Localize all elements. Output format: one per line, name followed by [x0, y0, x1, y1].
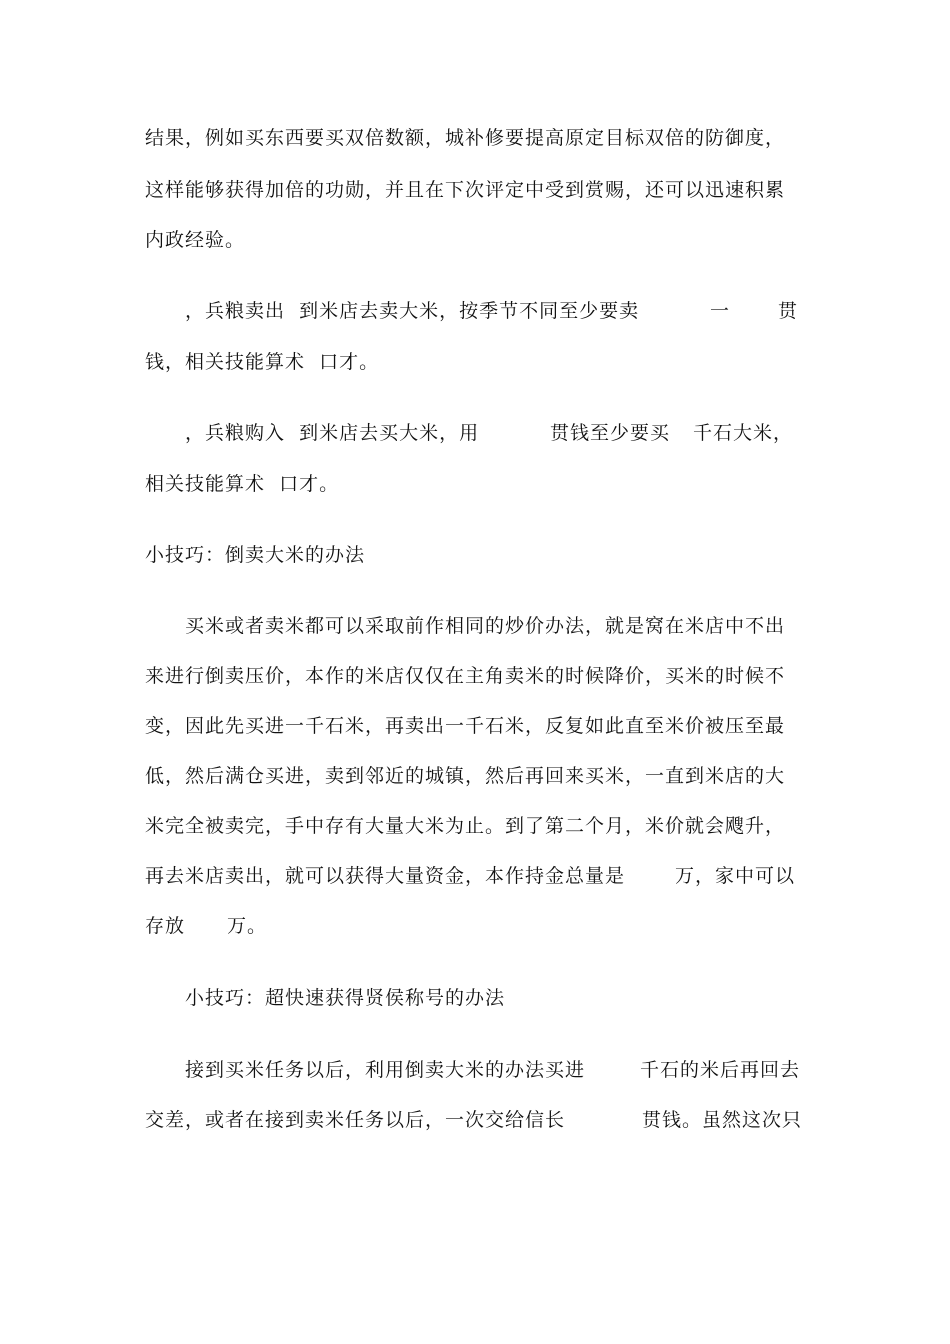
text-segment: 贯钱。虽然这次只: [642, 1109, 803, 1131]
text-line: 来进行倒卖压价，本作的米店仅仅在主角卖米的时候降价，买米的时候不: [145, 665, 786, 687]
text-segment: 存放: [145, 915, 186, 937]
text-segment: 千石大米，: [693, 422, 794, 444]
paragraph-line: [185, 298, 805, 324]
text-segment: 贯: [778, 300, 799, 322]
text-line: 钱，相关技能算术 口才。: [145, 351, 380, 373]
text-line: 米完全被卖完，手中存有大量大米为止。到了第二个月，米价就会飕升，: [145, 815, 786, 837]
text-segment: 千石的米后再回去: [640, 1059, 801, 1081]
text-line: 这样能够获得加倍的功勋，并且在下次评定中受到赏赐，还可以迅速积累: [145, 179, 786, 201]
text-line: 结果，例如买东西要买双倍数额，城补修要提高原定目标双倍的防御度，: [145, 127, 786, 149]
paragraph-line: [145, 1107, 805, 1133]
text-segment: 交差，或者在接到卖米任务以后，一次交给信长: [145, 1109, 566, 1131]
text-segment: 接到买米任务以后，利用倒卖大米的办法买进: [185, 1059, 586, 1081]
text-segment: ，兵粮卖出 到米店去卖大米，按季节不同至少要卖: [185, 300, 640, 322]
paragraph-line: [185, 420, 805, 446]
section-heading: 小技巧：倒卖大米的办法: [145, 544, 366, 566]
section-heading: 小技巧：超快速获得贤侯称号的办法: [185, 987, 506, 1009]
text-segment: 万。: [227, 915, 268, 937]
text-line: 变，因此先买进一千石米，再卖出一千石米，反复如此直至米价被压至最: [145, 715, 786, 737]
paragraph-line: [185, 1057, 805, 1083]
text-line: 内政经验。: [145, 229, 246, 251]
text-segment: ，兵粮购入 到米店去买大米，用: [185, 422, 480, 444]
paragraph-line: [145, 913, 805, 939]
text-segment: 一: [710, 300, 731, 322]
paragraph-line: [145, 863, 805, 889]
text-segment: 贯钱至少要买: [550, 422, 671, 444]
text-line: 买米或者卖米都可以采取前作相同的炒价办法，就是窝在米店中不出: [185, 615, 786, 637]
text-line: 相关技能算术 口才。: [145, 473, 340, 495]
text-segment: 万，家中可以: [675, 865, 796, 887]
text-line: 低，然后满仓买进，卖到邻近的城镇，然后再回来买米，一直到米店的大: [145, 765, 786, 787]
text-segment: 再去米店卖出，就可以获得大量资金，本作持金总量是: [145, 865, 626, 887]
